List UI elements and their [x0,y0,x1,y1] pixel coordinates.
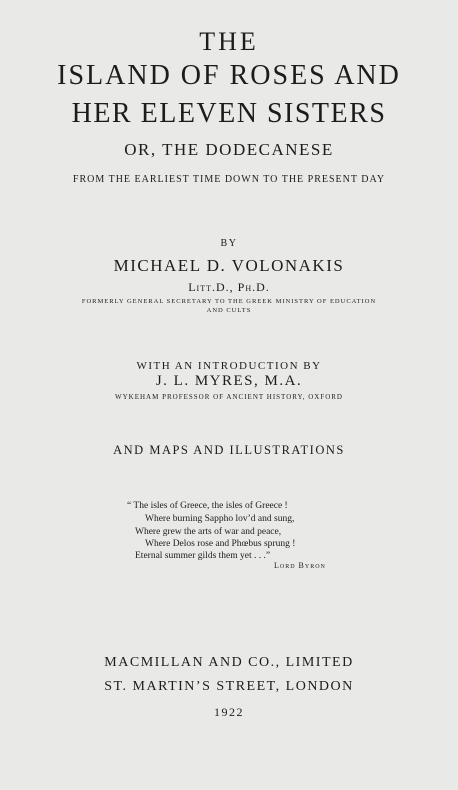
epigraph-line: Where Delos rose and Phœbus sprung ! [145,539,296,549]
author-degrees: Litt.D., Ph.D. [188,280,270,294]
title-line-island-of-roses: ISLAND OF ROSES AND [57,60,401,91]
title-line-the: THE [199,27,259,56]
publication-year: 1922 [214,705,244,719]
introduction-label: WITH AN INTRODUCTION BY [136,360,322,372]
subtitle: OR, THE DODECANESE [124,140,334,159]
epigraph-line: Where burning Sappho lov’d and sung, [145,514,295,524]
author-position-line1: FORMERLY GENERAL SECRETARY TO THE GREEK MINISTRY OF EDUCATION [81,298,377,305]
epigraph-line: Eternal summer gilds them yet . . .” [135,551,271,561]
by-label: BY [220,238,238,249]
introduction-author-position: WYKEHAM PROFESSOR OF ANCIENT HISTORY, OXFORD [115,393,343,401]
author-name: MICHAEL D. VOLONAKIS [113,256,345,275]
introduction-author: J. L. MYRES, M.A. [155,373,303,389]
epigraph-attribution: Lord Byron [274,561,326,570]
title-line-eleven-sisters: HER ELEVEN SISTERS [71,98,387,129]
maps-illustrations-note: AND MAPS AND ILLUSTRATIONS [113,443,345,457]
epigraph-line: Where grew the arts of war and peace, [135,527,282,537]
publisher-address: ST. MARTIN’S STREET, LONDON [104,679,354,694]
subtitle-scope: FROM THE EARLIEST TIME DOWN TO THE PRESENT DAY [72,174,386,185]
publisher-name: MACMILLAN AND CO., LIMITED [104,655,354,670]
epigraph-line: “ The isles of Greece, the isles of Greece ! [127,501,288,511]
author-position-line2: AND CULTS [206,307,252,314]
